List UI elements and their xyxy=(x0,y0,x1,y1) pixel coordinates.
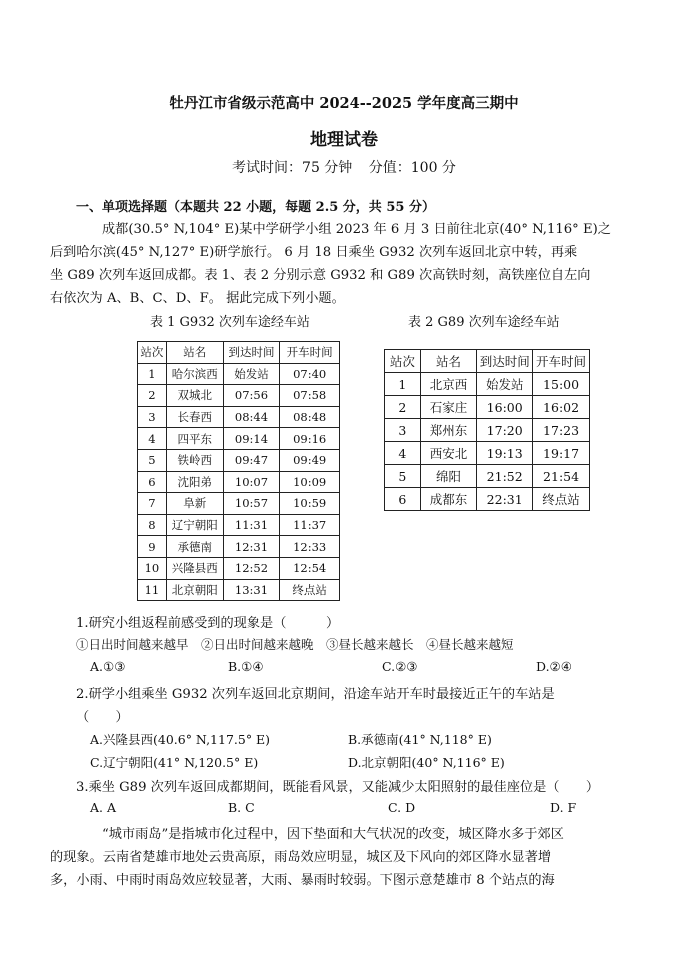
exam-time: 考试时间：75 分钟 xyxy=(232,160,353,176)
table2 xyxy=(384,349,590,511)
table-cell: 10 xyxy=(138,557,167,579)
table-row xyxy=(385,396,590,419)
table-cell: 始发站 xyxy=(223,363,280,385)
option[interactable]: C.②③ xyxy=(382,659,418,674)
table-cell: 07:56 xyxy=(223,385,280,407)
table-cell: 8 xyxy=(138,514,167,536)
table-cell: 6 xyxy=(385,488,421,511)
table-cell: 承德南 xyxy=(166,536,223,558)
question-1-statements: ①日出时间越来越早 ②日出时间越来越晚 ③昼长越来越长 ④昼长越来越短 xyxy=(76,637,514,652)
table-cell: 1 xyxy=(138,363,167,385)
passage-line: 的现象。云南省楚雄市地处云贵高原，雨岛效应明显，城区及下风向的郊区降水显著增 xyxy=(50,850,552,865)
table-cell: 21:54 xyxy=(533,465,590,488)
table-cell: 6 xyxy=(138,471,167,493)
table-cell: 10:07 xyxy=(223,471,280,493)
table-cell: 5 xyxy=(385,465,421,488)
table-cell: 长春西 xyxy=(166,406,223,428)
table-cell: 07:58 xyxy=(280,385,340,407)
table-cell: 辽宁朝阳 xyxy=(166,514,223,536)
table-row xyxy=(385,442,590,465)
table-cell: 13:31 xyxy=(223,579,280,601)
table-cell: 西安北 xyxy=(420,442,477,465)
question-3-stem: 3.乘坐 G89 次列车返回成都期间，既能看风景，又能减少太阳照射的最佳座位是（ ） xyxy=(76,780,600,795)
table-cell: 4 xyxy=(138,428,167,450)
table-row xyxy=(138,557,340,579)
table-header-cell: 到达时间 xyxy=(223,342,280,364)
passage-line: “城市雨岛”是指城市化过程中，因下垫面和大气状况的改变，城区降水多于郊区 xyxy=(102,827,564,842)
table-header-cell: 站次 xyxy=(385,350,421,373)
table-cell: 21:52 xyxy=(477,465,533,488)
table-cell: 12:52 xyxy=(223,557,280,579)
table-row xyxy=(138,449,340,471)
table-cell: 12:33 xyxy=(280,536,340,558)
question-1-stem: 1.研究小组返程前感受到的现象是（ ） xyxy=(76,616,340,631)
table-cell: 3 xyxy=(385,419,421,442)
intro-line: 右依次为 A、B、C、D、F。 据此完成下列小题。 xyxy=(50,291,345,306)
table-row xyxy=(138,514,340,536)
table-cell: 15:00 xyxy=(533,373,590,396)
table-row xyxy=(138,493,340,515)
table-cell: 1 xyxy=(385,373,421,396)
table-row xyxy=(138,363,340,385)
option[interactable]: C.辽宁朝阳(41° N,120.5° E) xyxy=(90,755,259,770)
exam-score: 分值：100 分 xyxy=(368,160,456,176)
table1-caption: 表 1 G932 次列车途经车站 xyxy=(150,315,310,330)
table-cell: 成都东 xyxy=(420,488,477,511)
option[interactable]: D.北京朝阳(40° N,116° E) xyxy=(348,755,505,770)
table-row xyxy=(385,488,590,511)
table-cell: 沈阳弟 xyxy=(166,471,223,493)
table-cell: 19:13 xyxy=(477,442,533,465)
question-3-options xyxy=(76,800,596,818)
table-cell: 12:31 xyxy=(223,536,280,558)
exam-meta xyxy=(0,157,688,177)
table2-caption: 表 2 G89 次列车途经车站 xyxy=(408,315,560,330)
school-title: 牡丹江市省级示范高中 2024--2025 学年度高三期中 xyxy=(169,95,519,112)
passage-2 xyxy=(50,823,616,892)
table-cell: 16:02 xyxy=(533,396,590,419)
option[interactable]: C. D xyxy=(388,800,416,815)
table-cell: 四平东 xyxy=(166,428,223,450)
table-cell: 北京朝阳 xyxy=(166,579,223,601)
table-cell: 绵阳 xyxy=(420,465,477,488)
section-heading: 一、单项选择题（本题共 22 小题，每题 2.5 分，共 55 分） xyxy=(76,200,435,215)
question-1-options xyxy=(76,659,596,677)
question-2-stem-cont: （ ） xyxy=(76,710,129,725)
table-row xyxy=(138,579,340,601)
table-row xyxy=(385,373,590,396)
table-cell: 16:00 xyxy=(477,396,533,419)
table-header-cell: 站名 xyxy=(420,350,477,373)
table-cell: 10:57 xyxy=(223,493,280,515)
table-cell: 09:16 xyxy=(280,428,340,450)
table-cell: 17:23 xyxy=(533,419,590,442)
option[interactable]: B.①④ xyxy=(228,659,264,674)
table-cell: 郑州东 xyxy=(420,419,477,442)
table-cell: 10:59 xyxy=(280,493,340,515)
table-cell: 9 xyxy=(138,536,167,558)
table-row xyxy=(138,385,340,407)
table-cell: 07:40 xyxy=(280,363,340,385)
option[interactable]: A.①③ xyxy=(90,659,126,674)
table-cell: 12:54 xyxy=(280,557,340,579)
table-header-cell: 站名 xyxy=(166,342,223,364)
table-cell: 08:44 xyxy=(223,406,280,428)
table-row xyxy=(138,471,340,493)
table-cell: 双城北 xyxy=(166,385,223,407)
table-cell: 4 xyxy=(385,442,421,465)
option[interactable]: D.②④ xyxy=(536,659,572,674)
intro-paragraph xyxy=(50,218,616,310)
table-cell: 09:14 xyxy=(223,428,280,450)
table-cell: 09:47 xyxy=(223,449,280,471)
table-cell: 17:20 xyxy=(477,419,533,442)
table-cell: 08:48 xyxy=(280,406,340,428)
table-cell: 10:09 xyxy=(280,471,340,493)
table-row xyxy=(138,536,340,558)
table-cell: 22:31 xyxy=(477,488,533,511)
question-2-stem: 2.研学小组乘坐 G932 次列车返回北京期间，沿途车站开车时最接近正午的车站是 xyxy=(76,687,555,702)
table-row xyxy=(138,406,340,428)
table-row xyxy=(385,419,590,442)
table-cell: 2 xyxy=(138,385,167,407)
subject-title: 地理试卷 xyxy=(310,130,378,150)
question-2-options-row2 xyxy=(76,753,596,771)
table-cell: 始发站 xyxy=(477,373,533,396)
table-cell: 19:17 xyxy=(533,442,590,465)
table-cell: 3 xyxy=(138,406,167,428)
option[interactable]: A. A xyxy=(90,800,117,815)
intro-line: 坐 G89 次列车返回成都。表 1、表 2 分别示意 G932 和 G89 次高铁时刻，高铁座位自左向 xyxy=(50,268,591,283)
table-cell: 11 xyxy=(138,579,167,601)
table-header-row xyxy=(385,350,590,373)
table-header-cell: 到达时间 xyxy=(477,350,533,373)
table-cell: 2 xyxy=(385,396,421,419)
table-cell: 北京西 xyxy=(420,373,477,396)
table-row xyxy=(138,428,340,450)
table-cell: 09:49 xyxy=(280,449,340,471)
option[interactable]: B. C xyxy=(228,800,255,815)
option[interactable]: D. F xyxy=(550,800,577,815)
table-cell: 阜新 xyxy=(166,493,223,515)
table-cell: 11:31 xyxy=(223,514,280,536)
table-header-row xyxy=(138,342,340,364)
table-header-cell: 站次 xyxy=(138,342,167,364)
intro-line: 成都(30.5° N,104° E)某中学研学小组 2023 年 6 月 3 日前往北京(40° N,116° E)之 xyxy=(102,222,611,237)
table-row xyxy=(385,465,590,488)
passage-line: 多，小雨、中雨时雨岛效应较显著，大雨、暴雨时较弱。下图示意楚雄市 8 个站点的海 xyxy=(50,873,555,888)
table-cell: 石家庄 xyxy=(420,396,477,419)
table-cell: 终点站 xyxy=(280,579,340,601)
table-cell: 终点站 xyxy=(533,488,590,511)
table-cell: 铁岭西 xyxy=(166,449,223,471)
table-cell: 7 xyxy=(138,493,167,515)
table-cell: 5 xyxy=(138,449,167,471)
intro-line: 后到哈尔滨(45° N,127° E)研学旅行。 6 月 18 日乘坐 G932 次列车返回北京中转，再乘 xyxy=(50,245,578,260)
option[interactable]: A.兴隆县西(40.6° N,117.5° E) xyxy=(90,732,271,747)
table-cell: 哈尔滨西 xyxy=(166,363,223,385)
table-cell: 兴隆县西 xyxy=(166,557,223,579)
option[interactable]: B.承德南(41° N,118° E) xyxy=(348,732,492,747)
question-2-options-row1 xyxy=(76,730,596,748)
table-header-cell: 开车时间 xyxy=(280,342,340,364)
table-header-cell: 开车时间 xyxy=(533,350,590,373)
table-cell: 11:37 xyxy=(280,514,340,536)
table1 xyxy=(137,341,340,601)
